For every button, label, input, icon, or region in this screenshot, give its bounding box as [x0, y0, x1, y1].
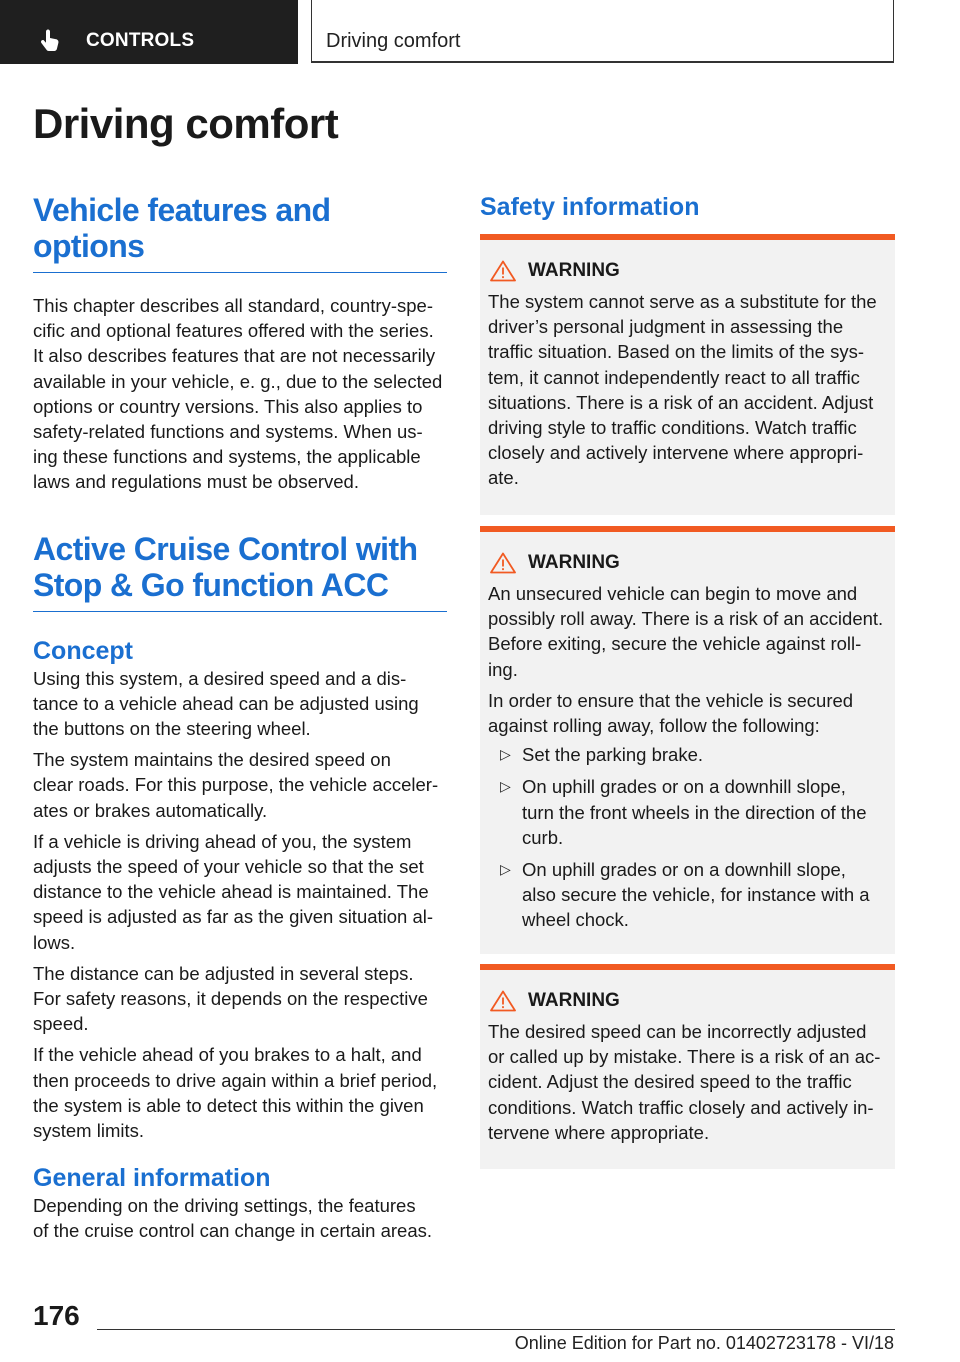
text-line: of the cruise control can change in certain areas.: [33, 1220, 433, 1242]
text-line: ing these functions and systems, the applicable: [33, 446, 421, 468]
paragraph-concept-1: [33, 666, 447, 742]
chapter-tab[interactable]: [0, 0, 298, 64]
text-line: tance to a vehicle ahead can be adjusted using: [33, 692, 419, 714]
paragraph-general-information: [33, 1193, 447, 1243]
text-line: closely and actively intervene where appropri-: [488, 442, 864, 464]
text-line: Using this system, a desired speed and a dis-: [33, 667, 407, 689]
text-line: ing.: [488, 658, 518, 680]
edition-note: Online Edition for Part no. 01402723178 - VI/18: [514, 1333, 894, 1353]
warning-text-1: [488, 289, 887, 491]
warning-label: WARNING: [528, 260, 620, 281]
text-line: On uphill grades or on a downhill slope,: [522, 859, 846, 881]
text-line: It also describes features that are not necessarily: [33, 345, 436, 367]
warning-box-2: [480, 526, 895, 954]
text-line: conditions. Watch traffic closely and actively in-: [488, 1096, 874, 1118]
text-line: In order to ensure that the vehicle is secured: [488, 689, 854, 711]
bullet-list: [488, 742, 887, 932]
text-line: ate.: [488, 467, 519, 489]
text-line: An unsecured vehicle can begin to move and: [488, 583, 858, 604]
text-line: If a vehicle is driving ahead of you, the system: [33, 830, 412, 852]
paragraph-concept-5: [33, 1042, 447, 1143]
warning-triangle-icon: [490, 260, 516, 282]
text-line: laws and regulations must be observed.: [33, 471, 359, 493]
text-line: The system cannot serve as a substitute for the: [488, 291, 877, 312]
text-line: the buttons on the steering wheel.: [33, 718, 311, 740]
footer-divider: [97, 1329, 895, 1330]
section-header: [311, 0, 894, 63]
text-line: situations. There is a risk of an accident. Adjust: [488, 391, 874, 413]
text-line: system limits.: [33, 1120, 144, 1142]
page-number: 176: [33, 1300, 80, 1331]
hand-pointer-icon: [40, 28, 62, 52]
text-line: Depending on the driving settings, the features: [33, 1195, 416, 1217]
page-title: Driving comfort: [33, 100, 339, 147]
warning-title: [488, 258, 887, 283]
section-header-title: Driving comfort: [326, 30, 461, 52]
text-line: available in your vehicle, e. g., due to the selected: [33, 370, 443, 392]
warning-box-1: [480, 234, 895, 515]
paragraph-vehicle-features: [33, 293, 447, 495]
heading-concept: Concept: [33, 636, 133, 665]
text-line: ates or brakes automatically.: [33, 799, 268, 821]
text-line: traffic situation. Based on the limits of the sys-: [488, 341, 864, 363]
text-line: speed is adjusted as far as the given situation al-: [33, 906, 434, 928]
text-line: also secure the vehicle, for instance with a: [522, 884, 870, 906]
text-line: The distance can be adjusted in several steps.: [33, 962, 414, 984]
bullet-triangle-icon: ▷: [500, 861, 511, 878]
text-line: Before exiting, secure the vehicle against roll-: [488, 633, 862, 655]
text-line: The desired speed can be incorrectly adjusted: [488, 1021, 867, 1042]
text-line: driving style to traffic conditions. Watch traffic: [488, 417, 857, 439]
warning-text-2b: [488, 688, 887, 738]
bullet-triangle-icon: ▷: [500, 778, 511, 795]
heading-general-information: General information: [33, 1164, 271, 1193]
text-line: against rolling away, follow the following:: [488, 715, 820, 737]
text-line: On uphill grades or on a downhill slope,: [522, 776, 846, 798]
warning-triangle-icon: [490, 552, 516, 574]
text-line: tem, it cannot independently react to all traffic: [488, 366, 860, 388]
paragraph-concept-3: [33, 829, 447, 955]
text-line: For safety reasons, it depends on the respective: [33, 988, 428, 1010]
warning-label: WARNING: [528, 990, 620, 1011]
text-line: options or country versions. This also applies to: [33, 395, 423, 417]
chapter-tab-label: CONTROLS: [86, 30, 195, 51]
text-line: This chapter describes all standard, country-spe-: [33, 295, 433, 316]
text-line: the system is able to detect this within the given: [33, 1094, 424, 1116]
text-line: Set the parking brake.: [522, 744, 703, 766]
heading-vehicle-features: Vehicle features and options: [33, 192, 447, 273]
text-line: lows.: [33, 931, 76, 953]
heading-safety-information: Safety information: [480, 193, 700, 221]
warning-title: [488, 550, 887, 575]
heading-active-cruise-control: Active Cruise Control with Stop & Go function ACC: [33, 531, 447, 612]
warning-triangle-icon: [490, 990, 516, 1012]
text-line: safety-related functions and systems. When us-: [33, 421, 423, 443]
text-line: cific and optional features offered with the series.: [33, 320, 434, 342]
list-item: [488, 857, 887, 933]
text-line: tervene where appropriate.: [488, 1121, 710, 1143]
list-item: [488, 742, 887, 767]
text-line: then proceeds to drive again within a brief period,: [33, 1069, 438, 1091]
text-line: turn the front wheels in the direction of the: [522, 801, 867, 823]
text-line: driver’s personal judgment in assessing the: [488, 316, 844, 338]
text-line: The system maintains the desired speed on: [33, 749, 391, 771]
text-line: speed.: [33, 1013, 89, 1035]
paragraph-concept-2: [33, 747, 447, 823]
text-line: adjusts the speed of your vehicle so that the set: [33, 856, 424, 878]
text-line: clear roads. For this purpose, the vehicle acceler-: [33, 774, 439, 796]
text-line: curb.: [522, 826, 564, 848]
text-line: wheel chock.: [522, 909, 629, 931]
paragraph-concept-4: [33, 961, 447, 1037]
left-column: [33, 192, 447, 1244]
text-line: or called up by mistake. There is a risk of an ac-: [488, 1046, 881, 1068]
list-item: [488, 774, 887, 850]
text-line: possibly roll away. There is a risk of an accident.: [488, 608, 884, 630]
warning-title: [488, 988, 887, 1013]
warning-box-3: [480, 964, 895, 1169]
text-line: If the vehicle ahead of you brakes to a halt, and: [33, 1044, 422, 1066]
text-line: distance to the vehicle ahead is maintained. The: [33, 881, 429, 903]
bullet-triangle-icon: ▷: [500, 746, 511, 763]
warning-label: WARNING: [528, 552, 620, 573]
warning-text-2a: [488, 581, 887, 682]
text-line: cident. Adjust the desired speed to the traffic: [488, 1071, 852, 1093]
warning-text-3: [488, 1019, 887, 1145]
